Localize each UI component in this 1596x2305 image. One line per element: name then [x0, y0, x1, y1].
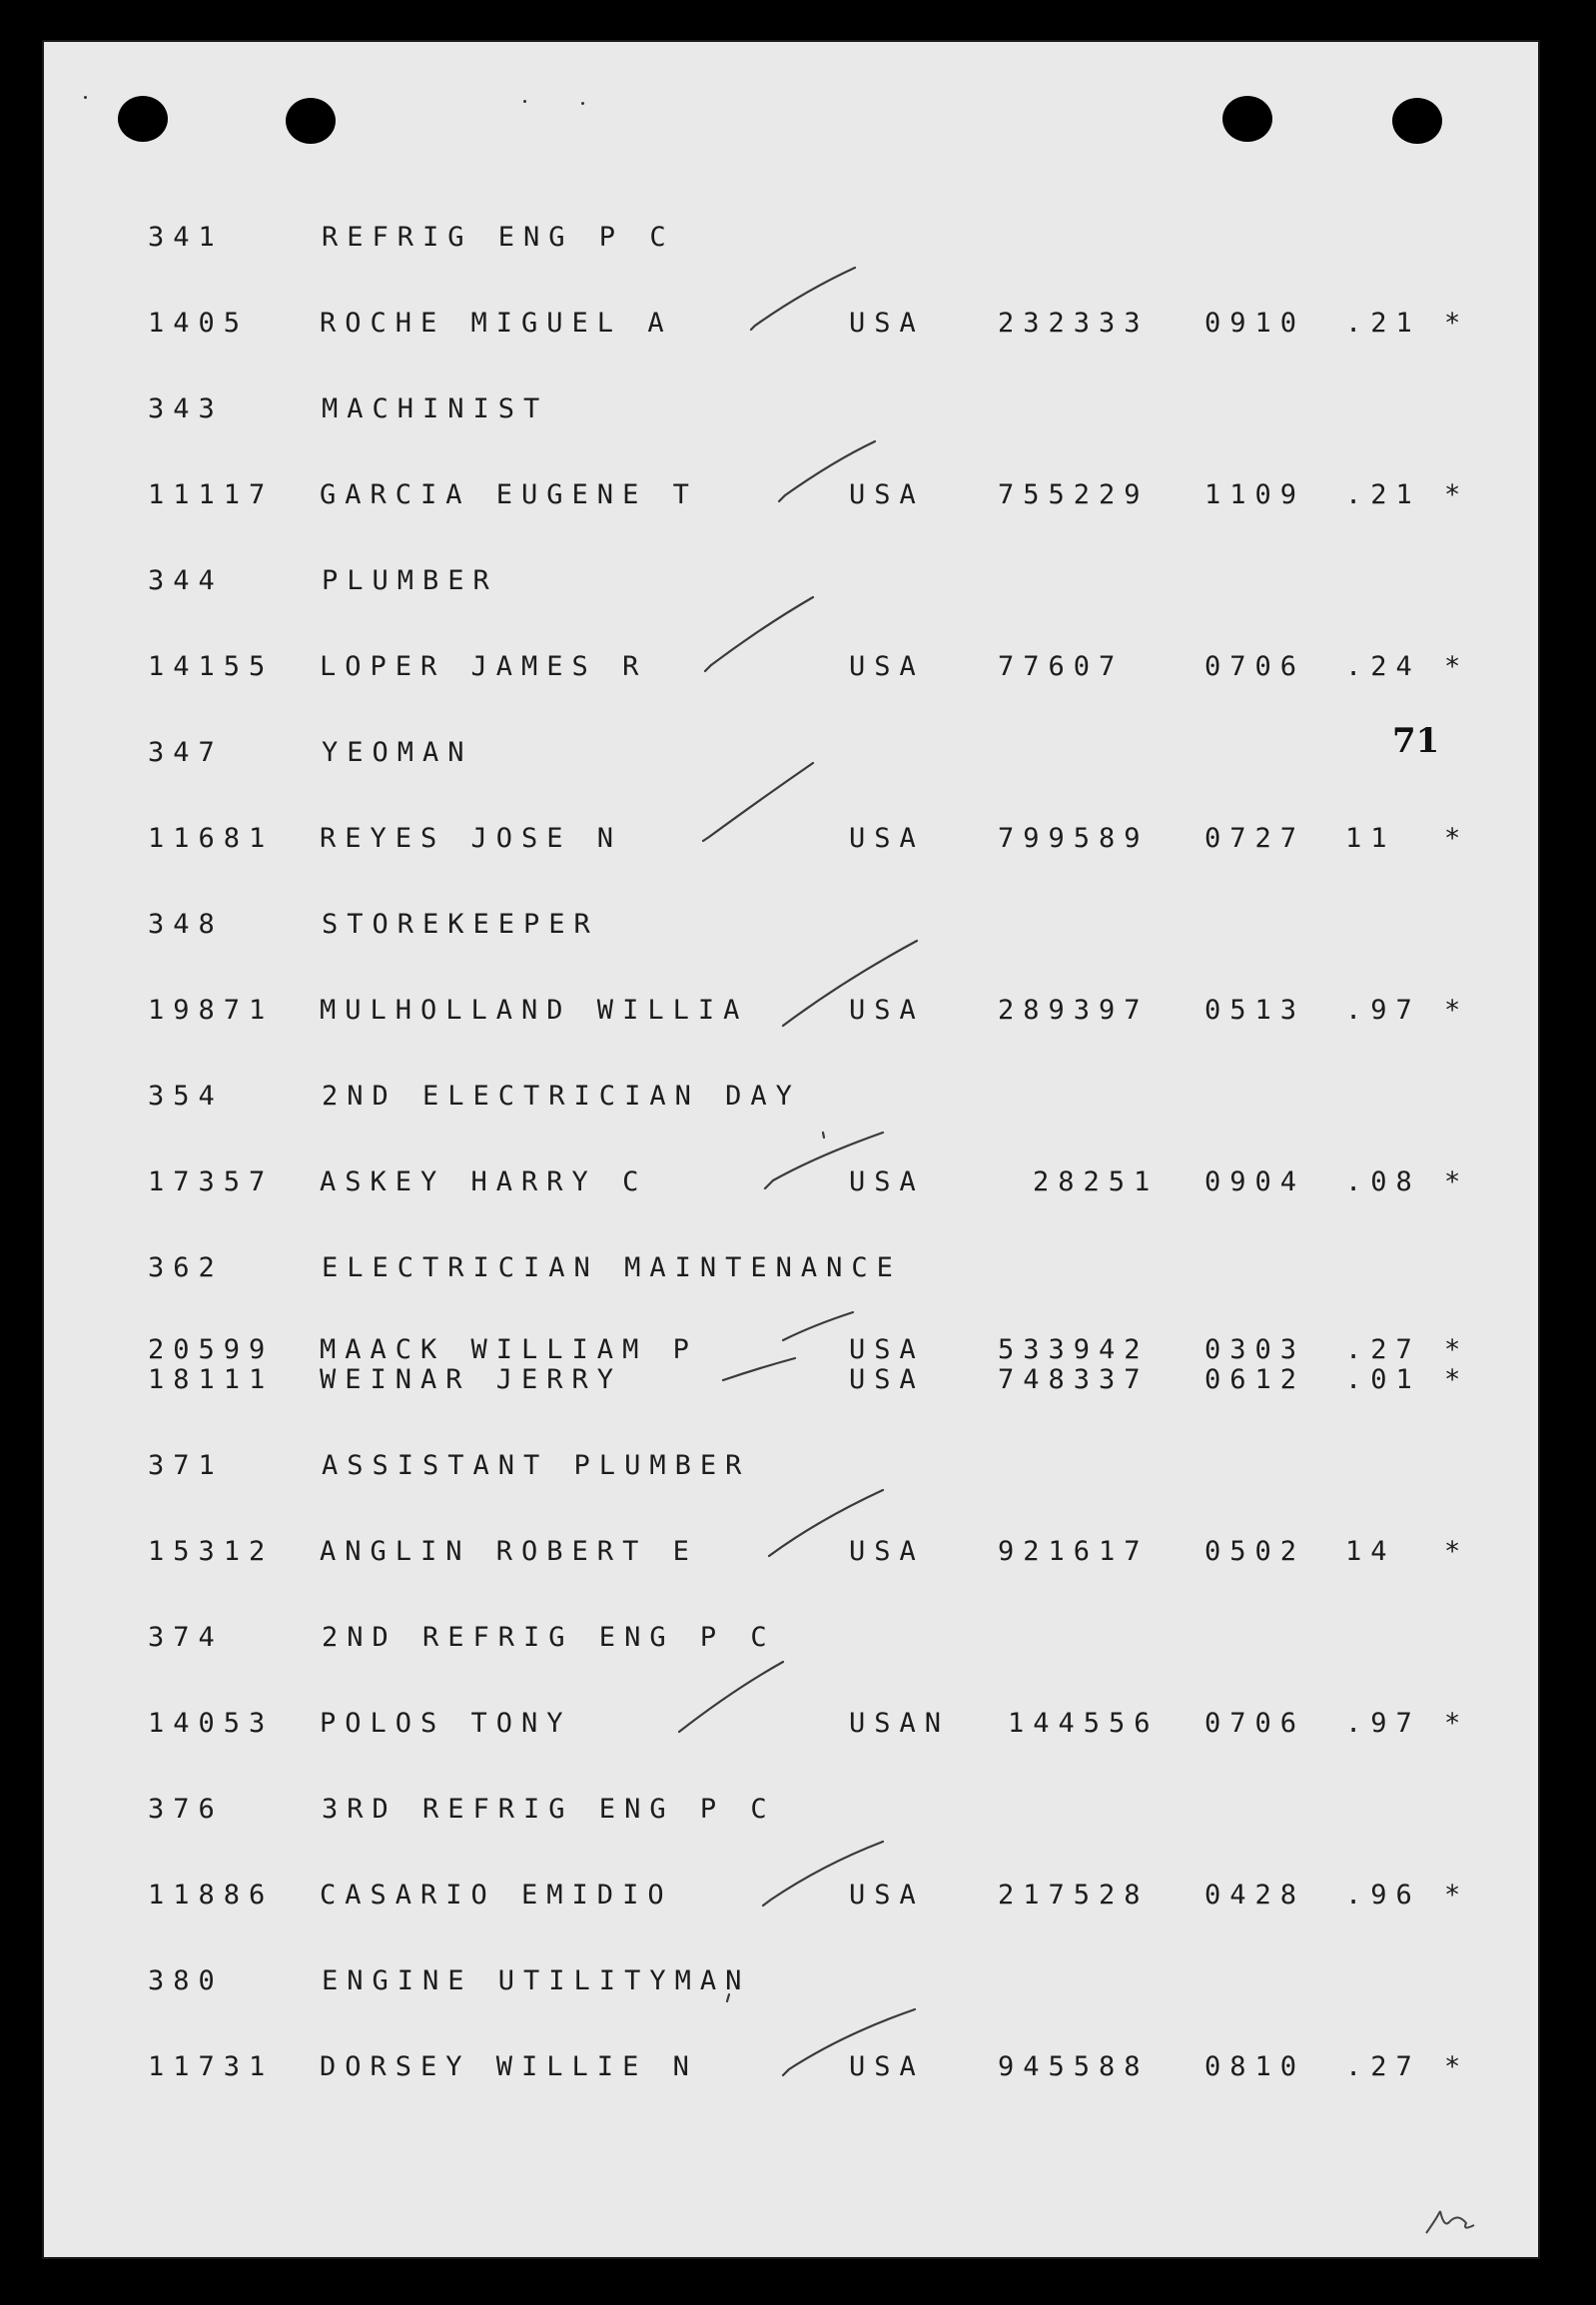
- crew-entry: [44, 308, 1540, 342]
- crew-name: GARCIA EUGENE T: [320, 479, 698, 510]
- date-code: 0810: [1204, 2051, 1306, 2082]
- ink-speck: [581, 102, 584, 105]
- value-code: 14: [1345, 1536, 1396, 1567]
- document-number: 28251: [1033, 1166, 1160, 1197]
- document-number: 77607: [998, 651, 1125, 682]
- group-header: [44, 737, 1540, 771]
- date-code: 0706: [1204, 1708, 1306, 1739]
- citizenship: USA: [849, 2051, 925, 2082]
- citizenship: USA: [849, 823, 925, 854]
- citizenship: USA: [849, 1536, 925, 1567]
- value-code: .97: [1345, 1708, 1421, 1739]
- value-code: 11: [1345, 823, 1396, 854]
- value-code: .21: [1345, 308, 1421, 339]
- date-code: 0303: [1204, 1334, 1306, 1365]
- crew-entry: [44, 1364, 1540, 1398]
- asterisk-mark: *: [1444, 1880, 1470, 1911]
- crew-entry: [44, 823, 1540, 857]
- group-header: [44, 1081, 1540, 1115]
- document-number: 921617: [998, 1536, 1150, 1567]
- citizenship: USA: [849, 1334, 925, 1365]
- asterisk-mark: *: [1444, 995, 1470, 1026]
- group-header: [44, 222, 1540, 256]
- group-header: [44, 1450, 1540, 1484]
- document-number: 748337: [998, 1364, 1150, 1395]
- entry-id: 11117: [148, 479, 275, 510]
- job-code: 341: [148, 222, 224, 253]
- job-code: 347: [148, 737, 224, 768]
- document-number: 289397: [998, 995, 1150, 1026]
- value-code: .97: [1345, 995, 1421, 1026]
- group-header: [44, 393, 1540, 427]
- crew-name: MAACK WILLIAM P: [320, 1334, 698, 1365]
- page-number: 71: [1392, 721, 1440, 761]
- citizenship: USAN: [849, 1708, 951, 1739]
- job-title: 2ND ELECTRICIAN DAY: [322, 1081, 801, 1112]
- job-title: YEOMAN: [322, 737, 473, 768]
- asterisk-mark: *: [1444, 1166, 1470, 1197]
- crew-entry: [44, 1708, 1540, 1742]
- pencil-tick: [823, 1133, 824, 1138]
- job-title: 3RD REFRIG ENG P C: [322, 1794, 776, 1825]
- crew-name: CASARIO EMIDIO: [320, 1880, 673, 1911]
- group-header: [44, 1622, 1540, 1656]
- job-title: 2ND REFRIG ENG P C: [322, 1622, 776, 1653]
- date-code: 0904: [1204, 1166, 1306, 1197]
- entry-id: 11886: [148, 1880, 275, 1911]
- ink-speck: [84, 96, 87, 99]
- job-title: ASSISTANT PLUMBER: [322, 1450, 751, 1481]
- entry-id: 19871: [148, 995, 275, 1026]
- asterisk-mark: *: [1444, 1708, 1470, 1739]
- group-header: [44, 1252, 1540, 1286]
- crew-name: WEINAR JERRY: [320, 1364, 623, 1395]
- value-code: .27: [1345, 1334, 1421, 1365]
- document-number: 232333: [998, 308, 1150, 339]
- job-code: 371: [148, 1450, 224, 1481]
- punch-hole-icon: [1392, 98, 1442, 144]
- crew-entry: [44, 995, 1540, 1029]
- crew-name: LOPER JAMES R: [320, 651, 648, 682]
- crew-name: ASKEY HARRY C: [320, 1166, 648, 1197]
- crew-name: REYES JOSE N: [320, 823, 623, 854]
- asterisk-mark: *: [1444, 651, 1470, 682]
- citizenship: USA: [849, 1166, 925, 1197]
- crew-name: ANGLIN ROBERT E: [320, 1536, 698, 1567]
- crew-name: MULHOLLAND WILLIA: [320, 995, 749, 1026]
- group-header: [44, 1794, 1540, 1828]
- citizenship: USA: [849, 308, 925, 339]
- date-code: 0502: [1204, 1536, 1306, 1567]
- citizenship: USA: [849, 651, 925, 682]
- value-code: .24: [1345, 651, 1421, 682]
- asterisk-mark: *: [1444, 308, 1470, 339]
- job-code: 362: [148, 1252, 224, 1283]
- asterisk-mark: *: [1444, 1536, 1470, 1567]
- entry-id: 17357: [148, 1166, 275, 1197]
- entry-id: 20599: [148, 1334, 275, 1365]
- date-code: 0706: [1204, 651, 1306, 682]
- handwritten-mark: [1422, 2199, 1482, 2239]
- document-number: 217528: [998, 1880, 1150, 1911]
- job-title: PLUMBER: [322, 565, 498, 596]
- crew-entry: [44, 1536, 1540, 1570]
- group-header: [44, 565, 1540, 599]
- entry-id: 14155: [148, 651, 275, 682]
- citizenship: USA: [849, 995, 925, 1026]
- document-number: 945588: [998, 2051, 1150, 2082]
- entry-id: 18111: [148, 1364, 275, 1395]
- job-code: 344: [148, 565, 224, 596]
- punch-hole-icon: [118, 96, 168, 142]
- crew-name: DORSEY WILLIE N: [320, 2051, 698, 2082]
- punch-hole-icon: [286, 98, 336, 144]
- group-header: [44, 1965, 1540, 1999]
- date-code: 1109: [1204, 479, 1306, 510]
- crew-entry: [44, 1334, 1540, 1368]
- asterisk-mark: *: [1444, 2051, 1470, 2082]
- crew-entry: [44, 1166, 1540, 1200]
- crew-entry: [44, 479, 1540, 513]
- document-number: 533942: [998, 1334, 1150, 1365]
- document-number: 144556: [1008, 1708, 1160, 1739]
- job-code: 348: [148, 909, 224, 940]
- job-title: ENGINE UTILITYMAN: [322, 1965, 751, 1996]
- entry-id: 15312: [148, 1536, 275, 1567]
- job-title: MACHINIST: [322, 393, 549, 424]
- crew-name: POLOS TONY: [320, 1708, 572, 1739]
- job-title: STOREKEEPER: [322, 909, 599, 940]
- job-code: 380: [148, 1965, 224, 1996]
- citizenship: USA: [849, 1880, 925, 1911]
- pencil-checkmarks: [44, 42, 1540, 2259]
- entry-id: 14053: [148, 1708, 275, 1739]
- job-code: 343: [148, 393, 224, 424]
- entry-id: 11681: [148, 823, 275, 854]
- date-code: 0727: [1204, 823, 1306, 854]
- date-code: 0910: [1204, 308, 1306, 339]
- asterisk-mark: *: [1444, 823, 1470, 854]
- asterisk-mark: *: [1444, 1364, 1470, 1395]
- value-code: .27: [1345, 2051, 1421, 2082]
- job-code: 376: [148, 1794, 224, 1825]
- job-code: 354: [148, 1081, 224, 1112]
- entry-id: 1405: [148, 308, 250, 339]
- value-code: .21: [1345, 479, 1421, 510]
- crew-entry: [44, 1880, 1540, 1914]
- job-code: 374: [148, 1622, 224, 1653]
- group-header: [44, 909, 1540, 943]
- crew-entry: [44, 651, 1540, 685]
- crew-entry: [44, 2051, 1540, 2085]
- date-code: 0428: [1204, 1880, 1306, 1911]
- citizenship: USA: [849, 1364, 925, 1395]
- crew-name: ROCHE MIGUEL A: [320, 308, 673, 339]
- job-title: REFRIG ENG P C: [322, 222, 675, 253]
- entry-id: 11731: [148, 2051, 275, 2082]
- value-code: .08: [1345, 1166, 1421, 1197]
- date-code: 0612: [1204, 1364, 1306, 1395]
- ink-speck: [523, 100, 526, 103]
- value-code: .01: [1345, 1364, 1421, 1395]
- asterisk-mark: *: [1444, 479, 1470, 510]
- document-number: 799589: [998, 823, 1150, 854]
- asterisk-mark: *: [1444, 1334, 1470, 1365]
- punch-hole-icon: [1222, 96, 1272, 142]
- date-code: 0513: [1204, 995, 1306, 1026]
- job-title: ELECTRICIAN MAINTENANCE: [322, 1252, 902, 1283]
- citizenship: USA: [849, 479, 925, 510]
- document-number: 755229: [998, 479, 1150, 510]
- value-code: .96: [1345, 1880, 1421, 1911]
- document-page: [42, 40, 1540, 2259]
